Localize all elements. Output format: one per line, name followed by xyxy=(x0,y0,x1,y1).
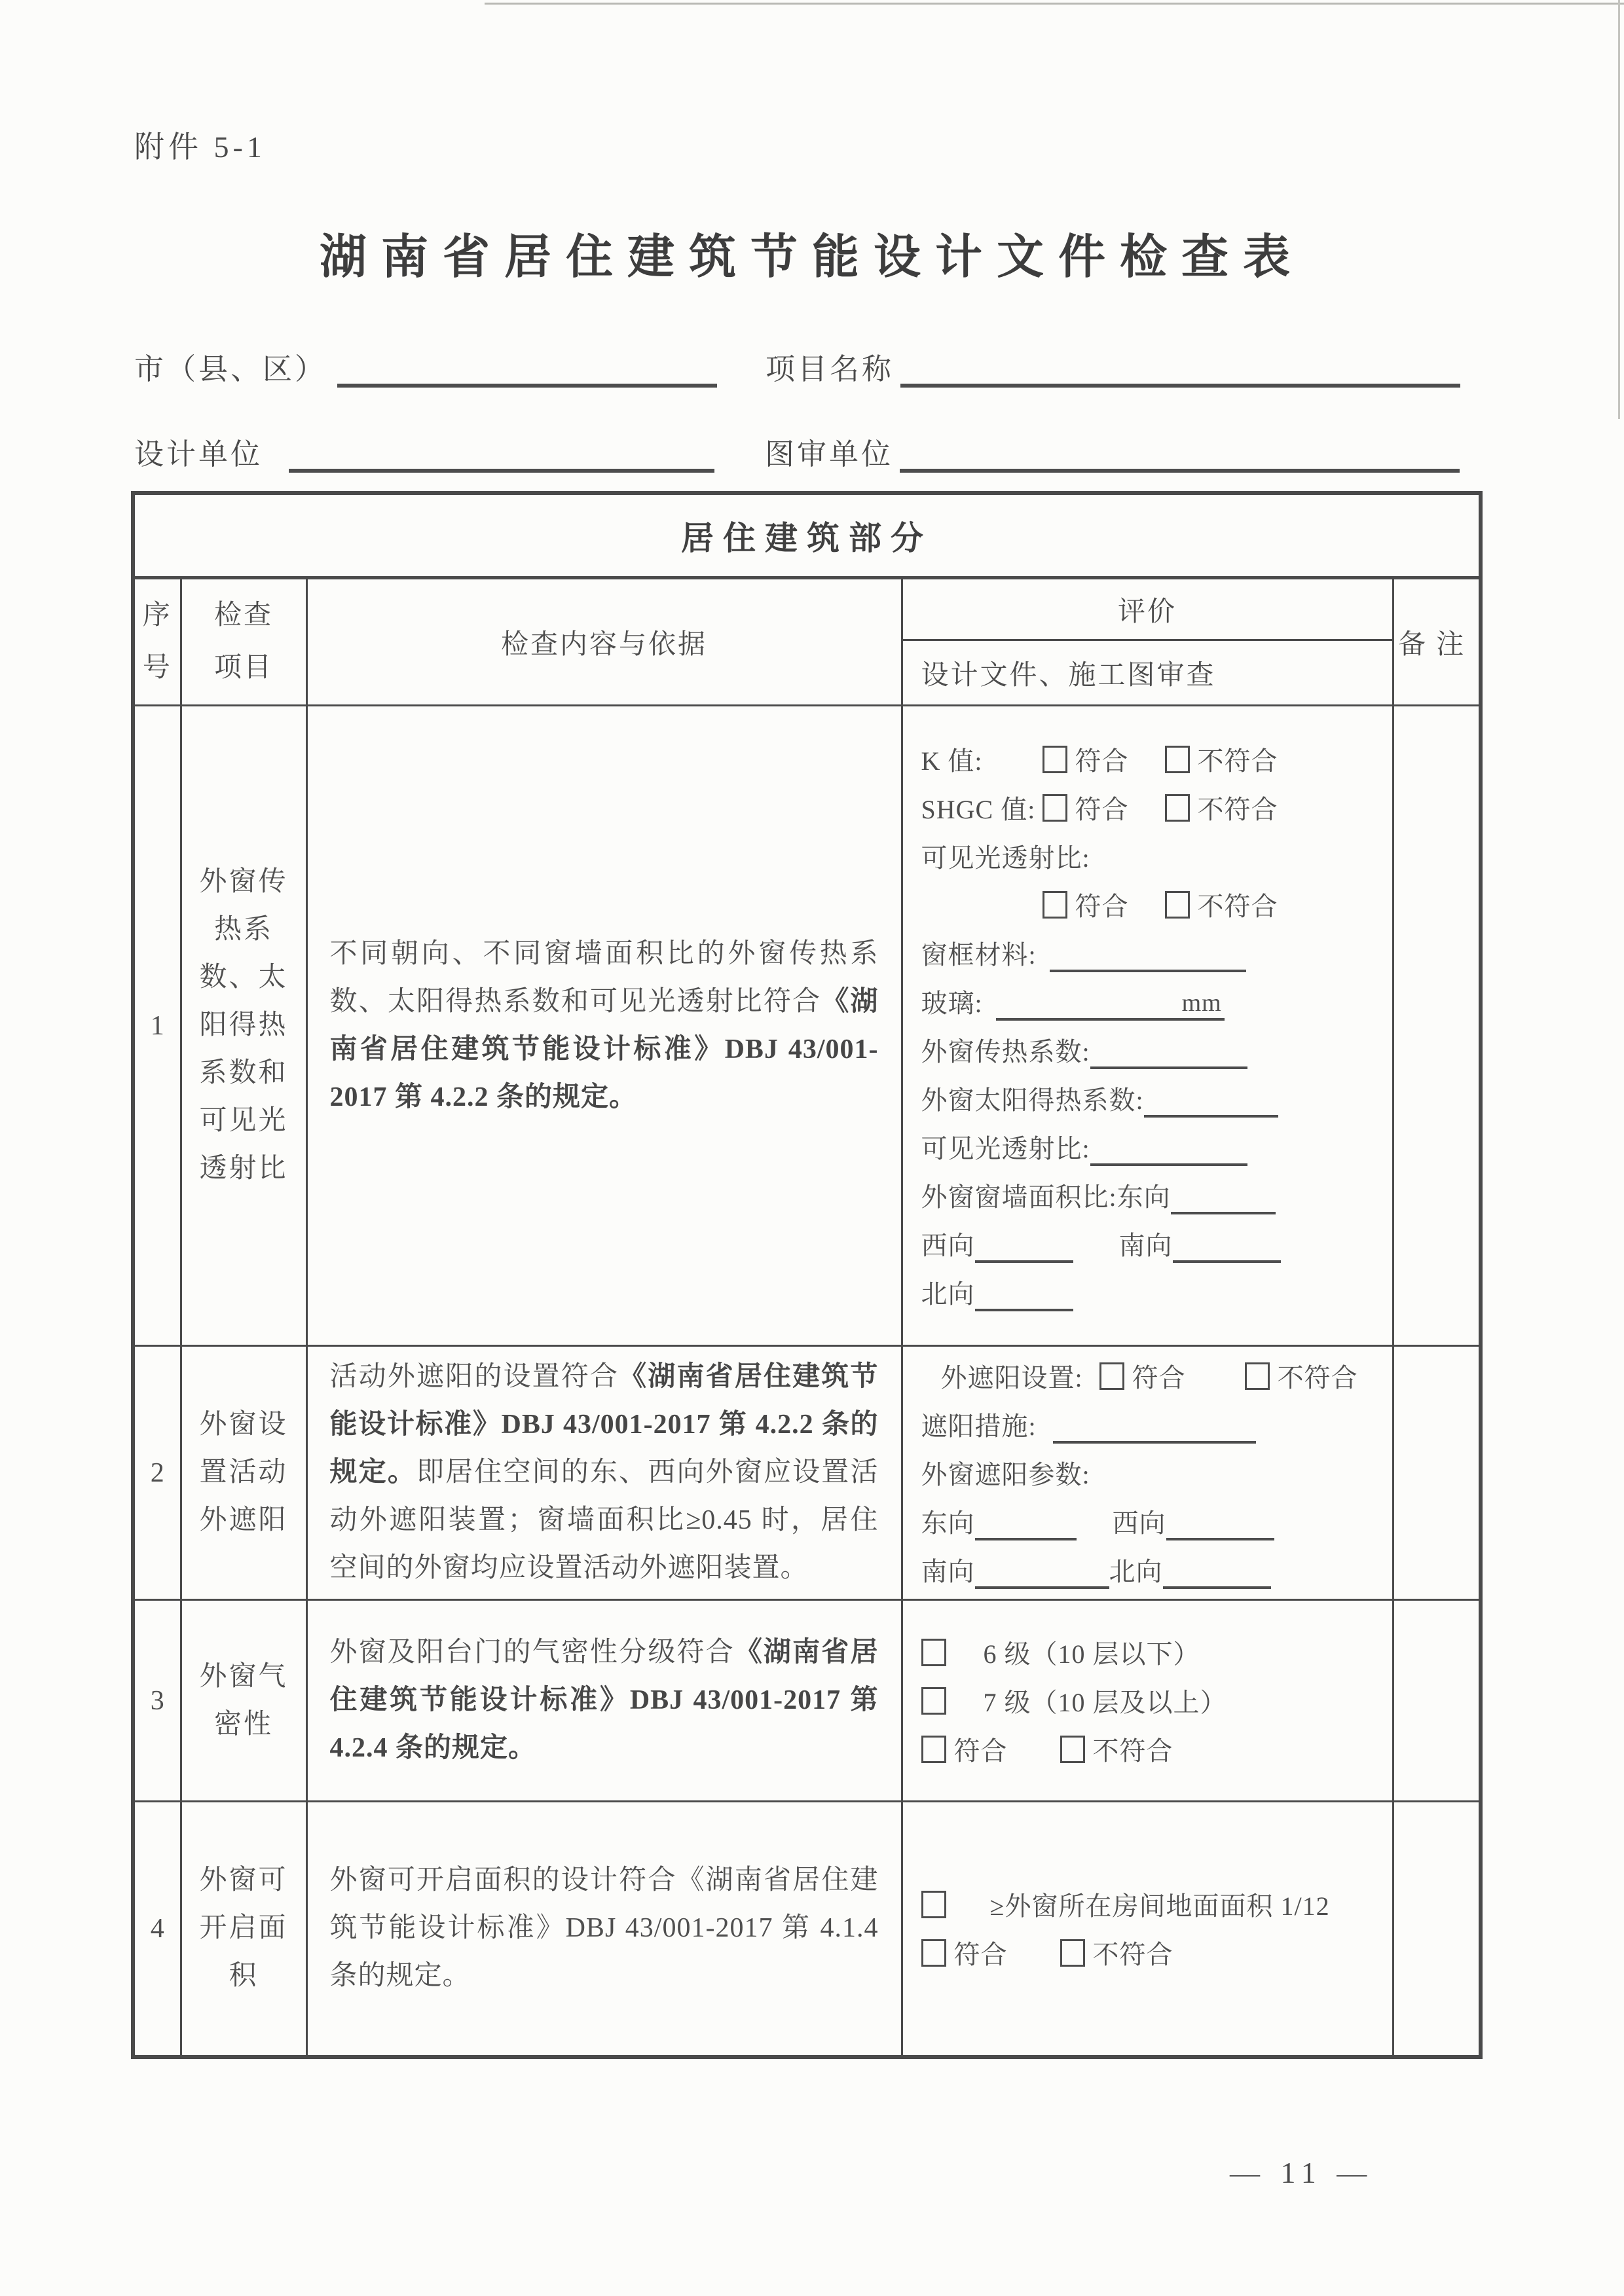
check-item-cell: 外窗设置活动外遮阳 xyxy=(181,1346,306,1600)
eval-text: 可见光透射比: xyxy=(921,1134,1090,1163)
checkbox-option xyxy=(1043,886,1129,923)
eval-text: 窗框材料: xyxy=(921,940,1037,970)
content-text: 外窗及阳台门的气密性分级符合 xyxy=(329,1637,735,1667)
spacer xyxy=(263,472,289,473)
blank-underline xyxy=(1144,1108,1278,1118)
checkbox-icon xyxy=(921,1639,946,1666)
scan-artifact-line xyxy=(485,3,1624,5)
row-index-cell: 1 xyxy=(133,706,181,1346)
form-row xyxy=(134,342,1460,388)
eval-text: 外窗太阳得热系数: xyxy=(921,1085,1144,1115)
eval-text: 北向 xyxy=(1109,1557,1163,1586)
spacer xyxy=(983,1001,996,1002)
checkbox-label: 符合 xyxy=(953,1940,1008,1970)
checkbox-icon xyxy=(1043,891,1067,919)
evaluation-line xyxy=(921,1026,1380,1074)
checkbox-option xyxy=(921,1934,1008,1971)
spacer xyxy=(714,472,765,473)
evaluation-line xyxy=(921,977,1380,1026)
checkbox-option xyxy=(1245,1357,1358,1394)
spacer xyxy=(894,387,900,388)
blank-underline xyxy=(975,1254,1073,1263)
note-cell xyxy=(1393,1802,1481,2057)
column-header-note: 备注 xyxy=(1393,578,1481,706)
eval-text: 外窗遮阳参数: xyxy=(921,1460,1090,1489)
spacer xyxy=(893,472,900,473)
checkbox-label: 不符合 xyxy=(1092,1940,1173,1970)
evaluation-line xyxy=(921,1449,1380,1497)
evaluation-line xyxy=(921,1171,1380,1220)
evaluation-cell xyxy=(902,1346,1393,1600)
checkbox-label: 不符合 xyxy=(1197,795,1278,824)
blank-underline xyxy=(1173,1254,1281,1263)
content-text: 不同朝向、不同窗墙面积比的外窗传热系数、太阳得热系数和可见光透射比符合 xyxy=(329,938,879,1017)
eval-text: 南向 xyxy=(1118,1231,1173,1260)
spacer xyxy=(327,387,337,388)
checkbox-label: 不符合 xyxy=(1197,746,1278,776)
inspection-table xyxy=(131,491,1483,2059)
scan-artifact-line xyxy=(1618,0,1620,419)
eval-text: SHGC 值: xyxy=(921,795,1036,824)
evaluation-line xyxy=(921,929,1380,977)
eval-text: ≥外窗所在房间地面面积 1/12 xyxy=(989,1891,1330,1922)
evaluation-cell xyxy=(902,1600,1393,1802)
evaluation-line xyxy=(921,881,1380,929)
blank-underline xyxy=(1171,1205,1276,1214)
evaluation-line xyxy=(921,1268,1380,1317)
checkbox-icon xyxy=(921,1939,946,1967)
checkbox-option xyxy=(1165,886,1278,923)
column-header-evaluation: 评价 xyxy=(902,578,1393,640)
content-text-bold: 《湖南省居住建筑节能设计标准》DBJ 43/001-2017 第 4.2.2 条的规定。 xyxy=(329,1362,879,1487)
check-content-cell xyxy=(306,1346,902,1600)
table-section-row xyxy=(133,493,1481,578)
note-cell xyxy=(1393,1346,1481,1600)
blank-underline xyxy=(1166,1531,1274,1540)
check-content-cell xyxy=(306,706,902,1346)
evaluation-cell xyxy=(902,706,1393,1346)
checkbox-option xyxy=(1060,1730,1173,1768)
spacer xyxy=(1077,1521,1113,1522)
check-item-cell: 外窗气密性 xyxy=(181,1600,306,1802)
blank-underline xyxy=(975,1302,1073,1311)
checkbox-icon xyxy=(1060,1939,1085,1967)
eval-text: 外遮阳设置: xyxy=(940,1363,1083,1393)
checkbox-icon xyxy=(1060,1736,1085,1763)
page-title: 湖南省居住建筑节能设计文件检查表 xyxy=(319,231,1304,283)
table-row xyxy=(133,1346,1481,1600)
eval-text: K 值: xyxy=(921,746,983,776)
evaluation-line xyxy=(921,735,1380,784)
check-content-cell xyxy=(306,1802,902,2057)
field-label-city-county-district: 市（县、区） xyxy=(134,353,327,386)
eval-text: 北向 xyxy=(921,1279,975,1309)
evaluation-line xyxy=(921,784,1380,832)
content-text-bold: 《湖南省居住建筑节能设计标准》DBJ 43/001-2017 第 4.2.4 条的规定。 xyxy=(329,1637,879,1763)
checkbox-icon xyxy=(921,1736,946,1763)
checkbox-label: 符合 xyxy=(953,1736,1008,1766)
spacer xyxy=(954,1700,984,1701)
checkbox-icon xyxy=(1165,794,1190,822)
column-header-index: 序号 xyxy=(133,578,181,706)
blank-underline-review-unit xyxy=(900,462,1460,473)
blank-underline xyxy=(1090,1157,1247,1166)
evaluation-line xyxy=(921,1880,1380,1929)
content-text-bold: 《湖南省居住建筑节能设计标准》DBJ 43/001-2017 第 4.2.2 条的规定。 xyxy=(329,986,879,1112)
evaluation-line xyxy=(921,1497,1380,1546)
underlined-unit-text: mm xyxy=(1179,989,1225,1021)
evaluation-line xyxy=(921,1725,1380,1774)
blank-underline xyxy=(1163,1580,1271,1589)
column-header-content: 检查内容与依据 xyxy=(306,578,902,706)
table-row xyxy=(133,1802,1481,2057)
evaluation-line xyxy=(921,1123,1380,1171)
evaluation-cell xyxy=(902,1802,1393,2057)
field-label-design-unit: 设计单位 xyxy=(134,438,263,471)
checkbox-label: 符合 xyxy=(1132,1363,1186,1393)
check-item-cell: 外窗可开启面积 xyxy=(181,1802,306,2057)
checkbox-label: 符合 xyxy=(1075,892,1129,921)
evaluation-line xyxy=(921,1929,1380,1977)
blank-underline xyxy=(975,1580,1109,1589)
blank-underline xyxy=(975,1531,1077,1540)
eval-text: 南向 xyxy=(921,1557,975,1586)
checkbox-label: 不符合 xyxy=(1092,1736,1173,1766)
check-item-cell: 外窗传热系数、太阳得热系数和可见光透射比 xyxy=(181,706,306,1346)
spacer xyxy=(717,387,766,388)
checkbox-option xyxy=(1043,789,1129,826)
evaluation-line xyxy=(921,1677,1380,1725)
note-cell xyxy=(1393,1600,1481,1802)
blank-underline-project-name xyxy=(900,377,1460,388)
eval-text: 可见光透射比: xyxy=(921,843,1090,873)
table-header-row xyxy=(133,578,1481,640)
evaluation-line xyxy=(921,1400,1380,1449)
checkbox-option xyxy=(1043,740,1129,778)
row-index-cell: 3 xyxy=(133,1600,181,1802)
row-index-cell: 2 xyxy=(133,1346,181,1600)
checkbox-icon xyxy=(1099,1362,1124,1390)
checkbox-option xyxy=(1165,789,1278,826)
evaluation-line xyxy=(921,1628,1380,1677)
checkbox-icon xyxy=(1165,746,1190,773)
eval-text: 外窗窗墙面积比:东向 xyxy=(921,1182,1171,1212)
spacer xyxy=(1129,807,1165,808)
spacer xyxy=(1073,1243,1119,1244)
content-text: 外窗可开启面积的设计符合《湖南省居住建筑节能设计标准》DBJ 43/001-2017 第 4.1.4 条的规定。 xyxy=(329,1865,879,1992)
blank-underline xyxy=(1053,1434,1256,1444)
spacer xyxy=(921,904,1043,905)
checkbox-option xyxy=(1060,1934,1173,1971)
spacer xyxy=(1037,1424,1053,1425)
field-label-drawing-review-unit: 图审单位 xyxy=(765,438,894,471)
content-text: 即居住空间的东、西向外窗应设置活动外遮阳装置；窗墙面积比≥0.45 时，居住空间的外窗均应设置活动外遮阳装置。 xyxy=(329,1457,879,1583)
checkbox-option xyxy=(1165,740,1278,778)
eval-text: 东向 xyxy=(921,1508,975,1538)
column-header-item: 检查项目 xyxy=(181,578,306,706)
checkbox-label: 符合 xyxy=(1075,795,1129,824)
checkbox-option xyxy=(1099,1357,1186,1394)
eval-text: 遮阳措施: xyxy=(921,1412,1037,1441)
field-label-project-name: 项目名称 xyxy=(766,353,895,386)
eval-text: 6 级（10 层以下） xyxy=(983,1639,1200,1669)
eval-text: 西向 xyxy=(1112,1508,1166,1538)
checkbox-icon xyxy=(1165,891,1190,919)
checkbox-label: 不符合 xyxy=(1197,892,1278,921)
checkbox-icon xyxy=(921,1687,946,1715)
checkbox-option xyxy=(921,1891,954,1918)
evaluation-line xyxy=(921,832,1380,881)
eval-text: 西向 xyxy=(921,1231,975,1260)
table-row xyxy=(133,1600,1481,1802)
content-text: 活动外遮阳的设置符合 xyxy=(329,1362,619,1392)
spacer xyxy=(1008,1952,1060,1953)
checkbox-label: 符合 xyxy=(1075,746,1129,776)
spacer xyxy=(1129,904,1165,905)
checkbox-icon xyxy=(1245,1362,1270,1390)
blank-underline xyxy=(996,1011,1179,1021)
form-row xyxy=(134,427,1460,473)
page-number: — 11 — xyxy=(1230,2156,1374,2189)
checkbox-label: 不符合 xyxy=(1277,1363,1358,1393)
evaluation-line xyxy=(921,1220,1380,1268)
eval-text: 7 级（10 层及以上） xyxy=(983,1688,1227,1717)
note-cell xyxy=(1393,706,1481,1346)
blank-underline xyxy=(1090,1060,1247,1069)
checkbox-option xyxy=(921,1687,954,1715)
checkbox-icon xyxy=(921,1891,946,1918)
blank-underline xyxy=(1050,963,1246,972)
evaluation-line xyxy=(921,1352,1380,1400)
checkbox-icon xyxy=(1043,746,1067,773)
row-index-cell: 4 xyxy=(133,1802,181,2057)
blank-underline-city xyxy=(337,377,717,388)
table-section-title: 居住建筑部分 xyxy=(133,493,1481,578)
blank-underline-design-unit xyxy=(289,462,714,473)
evaluation-line xyxy=(921,1074,1380,1123)
evaluation-line xyxy=(921,1546,1380,1594)
attachment-label: 附件 5-1 xyxy=(134,130,266,164)
eval-text: 玻璃: xyxy=(921,989,983,1018)
column-header-evaluation-sub: 设计文件、施工图审查 xyxy=(902,640,1393,706)
checkbox-icon xyxy=(1043,794,1067,822)
check-content-cell xyxy=(306,1600,902,1802)
table-row xyxy=(133,706,1481,1346)
checkbox-option xyxy=(921,1639,954,1666)
checkbox-option xyxy=(921,1730,1008,1768)
eval-text: 外窗传热系数: xyxy=(921,1037,1090,1066)
